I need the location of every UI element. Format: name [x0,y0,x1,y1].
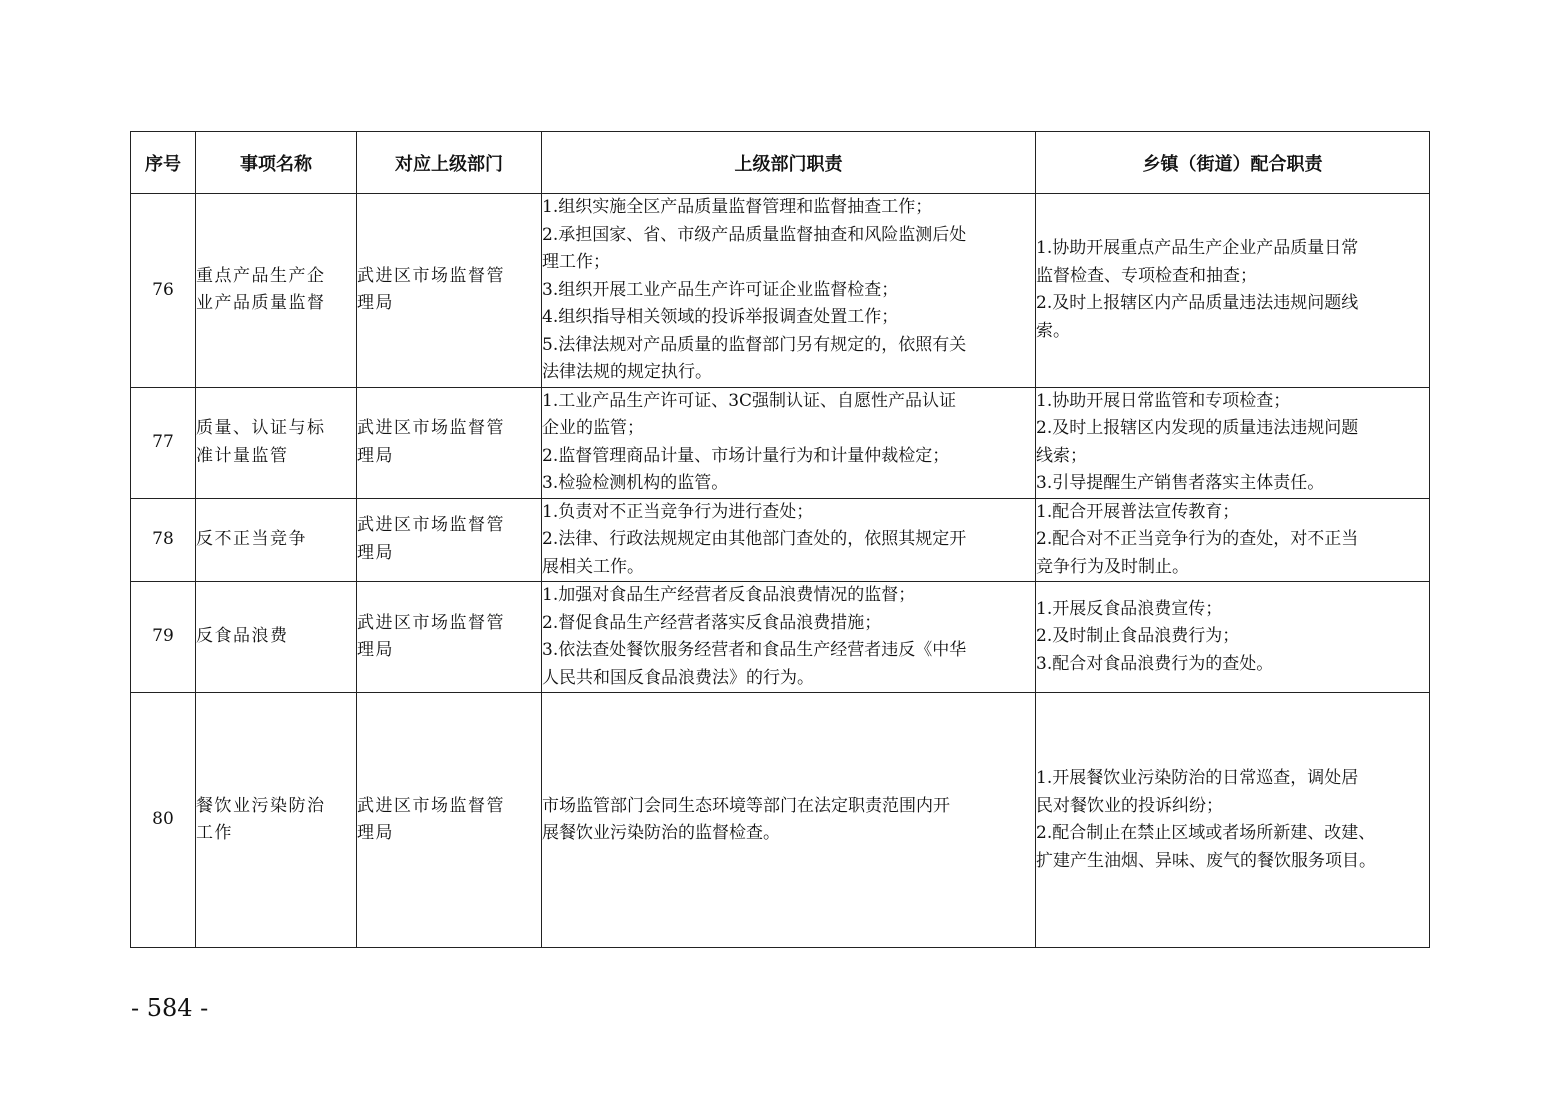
row-town-duty-line: 索。 [1036,320,1070,341]
row-town-duty [1036,194,1430,388]
row-dept-duty-line: 3.组织开展工业产品生产许可证企业监督检查； [542,279,899,300]
table-row [131,387,1430,498]
row-index: 80 [131,693,196,948]
row-town-duty-line: 民对餐饮业的投诉纠纷； [1036,795,1223,816]
row-dept-line: 武进区市场监督管 [357,795,505,816]
row-town-duty-line: 2.配合制止在禁止区域或者场所新建、改建、 [1036,823,1376,843]
row-town-duty-line: 竞争行为及时制止。 [1036,556,1189,577]
row-town-duty-line: 2.及时上报辖区内发现的质量违法违规问题 [1036,418,1359,438]
row-dept-duty-line: 法律法规的规定执行。 [542,362,712,382]
header-dept-duty: 上级部门职责 [542,132,1036,194]
header-index: 序号 [131,132,196,194]
row-dept-duty [542,582,1036,693]
row-town-duty [1036,498,1430,582]
table-header-row [131,132,1430,194]
row-town-duty-line: 2.及时制止食品浪费行为； [1036,626,1240,647]
row-dept [357,582,542,693]
row-item-name [196,498,357,582]
row-dept-duty-line: 2.督促食品生产经营者落实反食品浪费措施； [542,612,882,633]
table-row [131,693,1430,948]
row-town-duty-line: 1.协助开展重点产品生产企业产品质量日常 [1036,238,1359,259]
row-dept [357,693,542,948]
row-dept-line: 理局 [357,445,394,466]
table-row [131,194,1430,388]
row-dept-duty-line: 2.监督管理商品计量、市场计量行为和计量仲裁检定； [542,445,950,466]
row-dept-line: 理局 [357,542,394,563]
row-item-name-line: 餐饮业污染防治 [196,795,326,816]
table-row [131,582,1430,693]
row-dept-duty-line: 展餐饮业污染防治的监督检查。 [542,823,780,843]
header-dept: 对应上级部门 [357,132,542,194]
row-dept-line: 理局 [357,823,394,843]
row-item-name-line: 反食品浪费 [196,626,289,647]
row-dept-line: 武进区市场监督管 [357,515,505,536]
row-dept-duty-line: 3.依法查处餐饮服务经营者和食品生产经营者违反《中华 [542,640,967,660]
row-dept-duty-line: 市场监管部门会同生态环境等部门在法定职责范围内开 [542,795,950,816]
page-number: - 584 - [131,994,209,1022]
duty-table [130,131,1430,948]
row-dept [357,194,542,388]
row-town-duty-line: 1.开展反食品浪费宣传； [1036,598,1223,619]
row-dept-line: 武进区市场监督管 [357,265,505,286]
row-item-name-line: 业产品质量监督 [196,293,326,314]
row-dept-duty-line: 企业的监管； [542,418,644,438]
row-index: 79 [131,582,196,693]
row-town-duty [1036,693,1430,948]
row-dept-duty-line: 2.法律、行政法规规定由其他部门查处的，依照其规定开 [542,529,967,549]
row-item-name [196,194,357,388]
row-item-name [196,582,357,693]
row-town-duty [1036,387,1430,498]
row-index: 76 [131,194,196,388]
row-dept-duty-line: 理工作； [542,252,610,272]
row-dept-duty [542,693,1036,948]
row-dept-duty-line: 5.法律法规对产品质量的监督部门另有规定的，依照有关 [542,334,967,355]
header-item-name: 事项名称 [196,132,357,194]
row-town-duty-line: 扩建产生油烟、异味、废气的餐饮服务项目。 [1036,850,1376,871]
row-dept [357,498,542,582]
row-index: 77 [131,387,196,498]
row-dept-line: 理局 [357,293,394,314]
row-dept-duty-line: 1.组织实施全区产品质量监督管理和监督抽查工作； [542,197,933,217]
table-row [131,498,1430,582]
row-dept-line: 理局 [357,640,394,660]
header-town-duty: 乡镇（街道）配合职责 [1036,132,1430,194]
row-dept-duty-line: 1.工业产品生产许可证、3C强制认证、自愿性产品认证 [542,390,957,411]
row-dept-duty [542,498,1036,582]
row-town-duty-line: 1.配合开展普法宣传教育； [1036,501,1240,522]
row-item-name [196,693,357,948]
row-town-duty-line: 监督检查、专项检查和抽查； [1036,265,1257,286]
row-town-duty [1036,582,1430,693]
row-item-name-line: 重点产品生产企 [196,265,326,286]
row-item-name [196,387,357,498]
row-town-duty-line: 2.配合对不正当竞争行为的查处，对不正当 [1036,529,1359,549]
row-town-duty-line: 2.及时上报辖区内产品质量违法违规问题线 [1036,293,1359,314]
row-town-duty-line: 1.协助开展日常监管和专项检查； [1036,390,1291,411]
row-item-name-line: 反不正当竞争 [196,529,307,549]
row-dept-duty-line: 1.加强对食品生产经营者反食品浪费情况的监督； [542,585,916,605]
row-town-duty-line: 3.配合对食品浪费行为的查处。 [1036,653,1274,674]
row-item-name-line: 工作 [196,823,233,843]
row-dept-duty-line: 1.负责对不正当竞争行为进行查处； [542,501,814,522]
row-dept-duty-line: 人民共和国反食品浪费法》的行为。 [542,667,814,688]
row-town-duty-line: 3.引导提醒生产销售者落实主体责任。 [1036,473,1325,493]
row-town-duty-line: 线索； [1036,445,1087,466]
row-dept-duty-line: 3.检验检测机构的监管。 [542,473,729,493]
row-dept-line: 武进区市场监督管 [357,612,505,633]
row-item-name-line: 准计量监管 [196,445,289,466]
row-item-name-line: 质量、认证与标 [196,418,326,438]
row-dept-duty-line: 展相关工作。 [542,556,644,577]
row-dept-duty-line: 4.组织指导相关领域的投诉举报调查处置工作； [542,307,899,327]
row-dept-line: 武进区市场监督管 [357,418,505,438]
row-town-duty-line: 1.开展餐饮业污染防治的日常巡查，调处居 [1036,768,1359,788]
row-dept-duty [542,387,1036,498]
row-index: 78 [131,498,196,582]
row-dept-duty-line: 2.承担国家、省、市级产品质量监督抽查和风险监测后处 [542,224,967,245]
row-dept [357,387,542,498]
row-dept-duty [542,194,1036,388]
